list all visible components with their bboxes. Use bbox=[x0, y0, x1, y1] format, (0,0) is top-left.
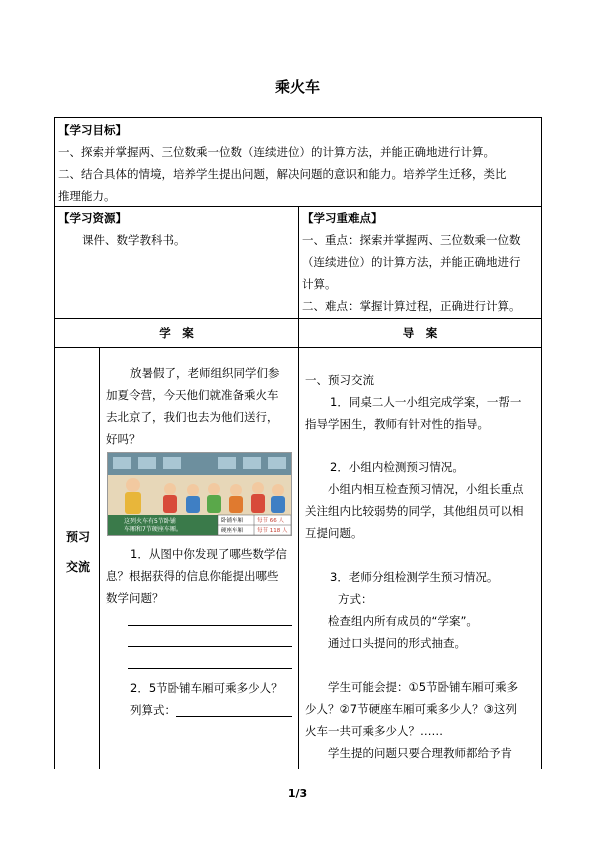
teacher-line: 关注组内比较弱势的同学，其他组员可以相 bbox=[305, 504, 524, 518]
question-1-line: 数学问题？ bbox=[106, 591, 164, 605]
sign-text: 每节 66 人 bbox=[257, 518, 284, 524]
keypoint-line: 二、难点：掌握计算过程，正确进行计算。 bbox=[302, 299, 521, 313]
column-divider bbox=[99, 347, 100, 769]
keypoints-header: 【学习重难点】 bbox=[302, 211, 383, 225]
student-plan-header: 学 案 bbox=[159, 326, 194, 340]
teacher-line: 指导学困生，教师有针对性的指导。 bbox=[305, 417, 489, 431]
answer-line[interactable] bbox=[128, 646, 292, 647]
column-divider bbox=[298, 206, 299, 769]
goal-item-2: 二、结合具体的情境，培养学生提出问题，解决问题的意识和能力。培养学生迁移，类比 bbox=[58, 167, 507, 181]
teacher-line: 学生可能会提：①5节卧铺车厢可乘多 bbox=[328, 680, 519, 694]
intro-line: 去北京了，我们也去为他们送行， bbox=[106, 410, 279, 424]
page-title: 乘火车 bbox=[274, 78, 320, 96]
teacher-line: 小组内相互检查预习情况，小组长重点 bbox=[328, 482, 524, 496]
board-text-line: 这列火车有5节卧铺 bbox=[124, 518, 176, 525]
teacher-line: 1．同桌二人一小组完成学案，一帮一 bbox=[330, 395, 522, 409]
intro-line: 放暑假了，老师组织同学们参 bbox=[130, 366, 280, 380]
answer-line[interactable] bbox=[128, 625, 292, 626]
sign-text: 每节 118 人 bbox=[257, 528, 288, 534]
keypoint-line: 一、重点：探索并掌握两、三位数乘一位数 bbox=[302, 233, 521, 247]
goals-header: 【学习目标】 bbox=[58, 123, 127, 137]
teacher-line: 互提问题。 bbox=[305, 526, 363, 540]
teacher-line: 2．小组内检测预习情况。 bbox=[330, 460, 464, 474]
section-label: 交流 bbox=[66, 560, 91, 574]
teacher-line: 方式： bbox=[338, 592, 373, 606]
question-2: 2．5节卧铺车厢可乘多少人？ bbox=[130, 681, 283, 695]
formula-answer-line[interactable] bbox=[176, 716, 292, 717]
teacher-line: 火车一共可乘多少人？…… bbox=[305, 724, 443, 738]
teacher-heading: 一、预习交流 bbox=[305, 373, 374, 387]
intro-line: 好吗？ bbox=[106, 432, 141, 446]
board-text-line: 车厢和7节硬座车厢。 bbox=[124, 526, 182, 533]
teacher-line: 3．老师分组检测学生预习情况。 bbox=[330, 570, 499, 584]
goal-item-2-cont: 推理能力。 bbox=[58, 189, 116, 203]
teacher-line: 学生提的问题只要合理教师都给予肯 bbox=[328, 746, 512, 760]
keypoint-line: 计算。 bbox=[302, 277, 337, 291]
formula-label: 列算式： bbox=[130, 703, 176, 717]
keypoint-line: （连续进位）的计算方法，并能正确地进行 bbox=[302, 255, 521, 269]
teacher-line: 通过口头提问的形式抽查。 bbox=[328, 636, 466, 650]
section-label: 预习 bbox=[66, 530, 91, 544]
intro-line: 加夏令营，今天他们就准备乘火车 bbox=[106, 388, 279, 402]
teacher-line: 检查组内所有成员的“学案”。 bbox=[328, 614, 478, 628]
goal-item-1: 一、探索并掌握两、三位数乘一位数（连续进位）的计算方法，并能正确地进行计算。 bbox=[58, 145, 495, 159]
sign-text: 硬座车厢 bbox=[221, 528, 244, 534]
question-1-line: 1．从图中你发现了哪些数学信 bbox=[130, 547, 287, 561]
teacher-line: 少人？②7节硬座车厢可乘多少人？③这列 bbox=[305, 702, 517, 716]
resources-header: 【学习资源】 bbox=[58, 211, 127, 225]
table-border-left bbox=[54, 117, 55, 769]
table-border-top bbox=[54, 117, 542, 118]
train-station-illustration bbox=[107, 452, 292, 536]
teacher-plan-header: 导 案 bbox=[402, 326, 438, 340]
answer-line[interactable] bbox=[128, 668, 292, 669]
page-number: 1/3 bbox=[287, 787, 308, 800]
question-1-line: 息？根据获得的信息你能提出哪些 bbox=[106, 569, 279, 583]
table-border-right bbox=[541, 117, 542, 769]
sign-text: 卧铺车厢 bbox=[221, 518, 244, 524]
resources-text: 课件、数学教科书。 bbox=[82, 233, 186, 247]
